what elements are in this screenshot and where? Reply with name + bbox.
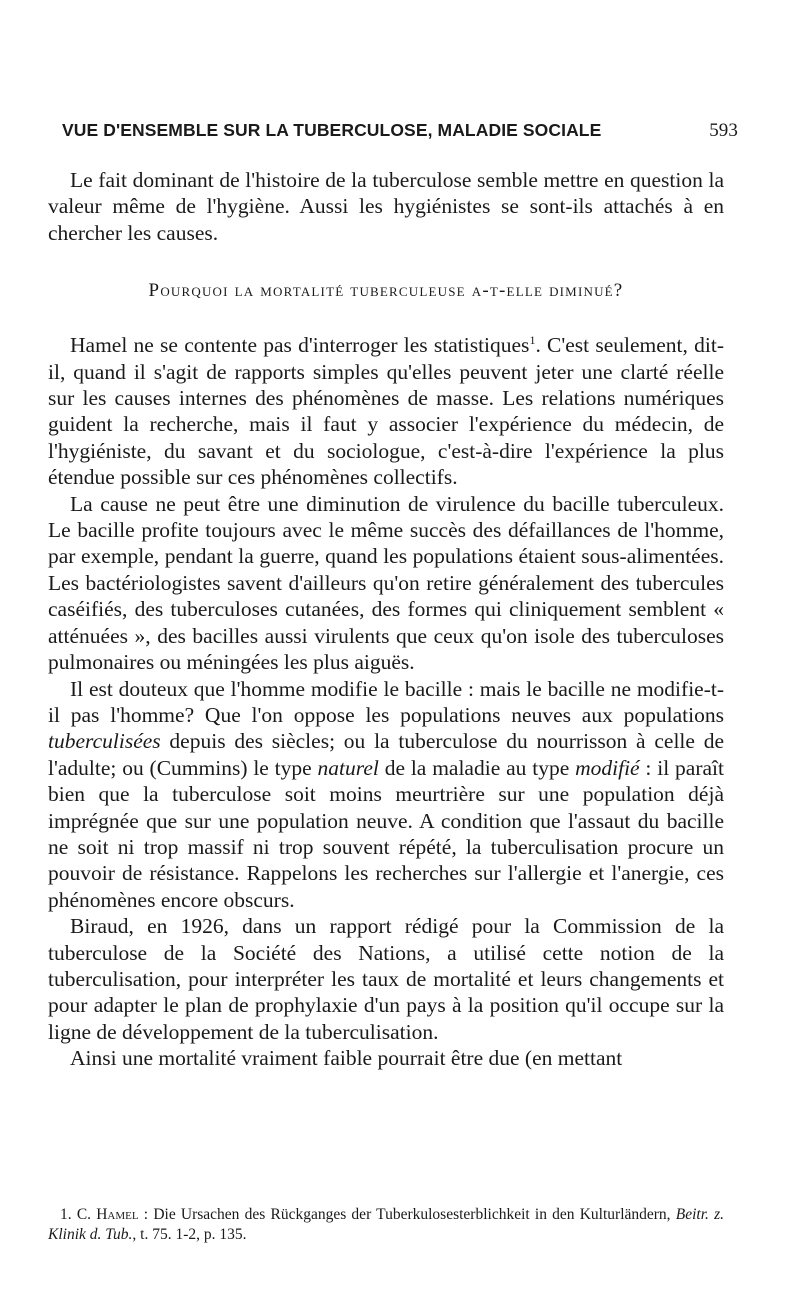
footnote-author: C. Hamel [76,1206,139,1223]
running-header-title: VUE D'ENSEMBLE SUR LA TUBERCULOSE, MALADIE SOCIALE [62,120,602,140]
section-heading: Pourquoi la mortalité tuberculeuse a-t-elle diminué? [148,280,624,302]
paragraph-hamel-text-b: . C'est seulement, dit-il, quand il s'agit de rapports simples qu'elles peuvent jeter une clarté réelle sur les causes internes des phénomènes de masse. Les relations numériques guident la recherche, mais il faut y associer l'expérience du médecin, de l'hygiéniste, du savant et du sociologue, c'est-à-dire l'expérience la plus étendue possible sur ces phénomènes collectifs. [48,333,724,490]
footnotes [48,1205,724,1245]
footnote-journal: Beitr. z. Klinik d. Tub. [48,1206,725,1243]
paragraph-tuberculisation-text-a: Il est douteux que l'homme modifie le bacille : mais le bacille ne modifie-t-il pas l'homme? Que l'on oppose les populations neuves aux populations [48,676,724,727]
paragraph-tuberculisation [48,676,724,914]
emphasis-naturel: naturel [317,755,379,780]
intro-paragraph: Le fait dominant de l'histoire de la tuberculose semble mettre en question la valeur même de l'hygiène. Aussi les hygiénistes se sont-ils attachés à en chercher les causes. [48,168,724,245]
emphasis-modifie: modifié [575,755,640,780]
footnote-reference[interactable]: 1 [529,333,536,348]
paragraph-biraud: Biraud, en 1926, dans un rapport rédigé pour la Commission de la tuberculose de la Société des Nations, a utilisé cette notion de la tuberculisation, pour interpréter les taux de mortalité et leurs changements et pour adapter le plan de prophylaxie d'un pays à la position qu'il occupe sur la ligne de développement de la tuberculisation. [48,914,724,1044]
paragraph-hamel [48,332,724,490]
emphasis-tuberculisees: tuberculisées [48,729,161,754]
paragraph-tuberculisation-text-b: depuis des siècles; ou la tuberculose du nourrisson à celle de l'adulte; ou (Cummins) le type [48,729,724,780]
paragraph-tuberculisation-text-d: : il paraît bien que la tuberculose soit moins meurtrière sur une population déjà imprégnée que sur une population neuve. A condition que l'assaut du bacille ne soit ni trop massif ni trop souvent répété, la tuberculisation procure un pouvoir de résistance. Rappelons les recherches sur l'allergie et l'anergie, ces phénomènes encore obscurs. [48,755,724,912]
main-text [48,167,724,1072]
paragraph-hamel-text-a: Hamel ne se contente pas d'interroger les statistiques [70,333,530,358]
paragraph-tuberculisation-text-c: de la maladie au type [378,755,576,780]
paragraph-virulence: La cause ne peut être une diminution de virulence du bacille tuberculeux. Le bacille profite toujours avec le même succès des défaillances de l'homme, par exemple, pendant la guerre, quand les populations étaient sous-alimentées. Les bactériologistes savent d'ailleurs qu'on retire généralement des tubercules caséifiés, des tuberculoses cutanées, des formes qui cliniquement semblent « atténuées », des bacilles aussi virulents que ceux qu'on isole des tuberculoses pulmonaires ou méningées les plus aiguës. [48,491,724,675]
page-number: 593 [709,120,738,141]
footnote-marker: 1. [60,1206,72,1223]
footnote-1 [48,1205,724,1245]
paragraph-mortalite: Ainsi une mortalité vraiment faible pourrait être due (en mettant [70,1046,623,1071]
footnote-text-a: : Die Ursachen des Rückganges der Tuberkulosesterblichkeit in den Kulturländern, [138,1206,676,1223]
running-header [62,118,738,148]
footnote-text-b: , t. 75. 1-2, p. 135. [132,1226,247,1243]
